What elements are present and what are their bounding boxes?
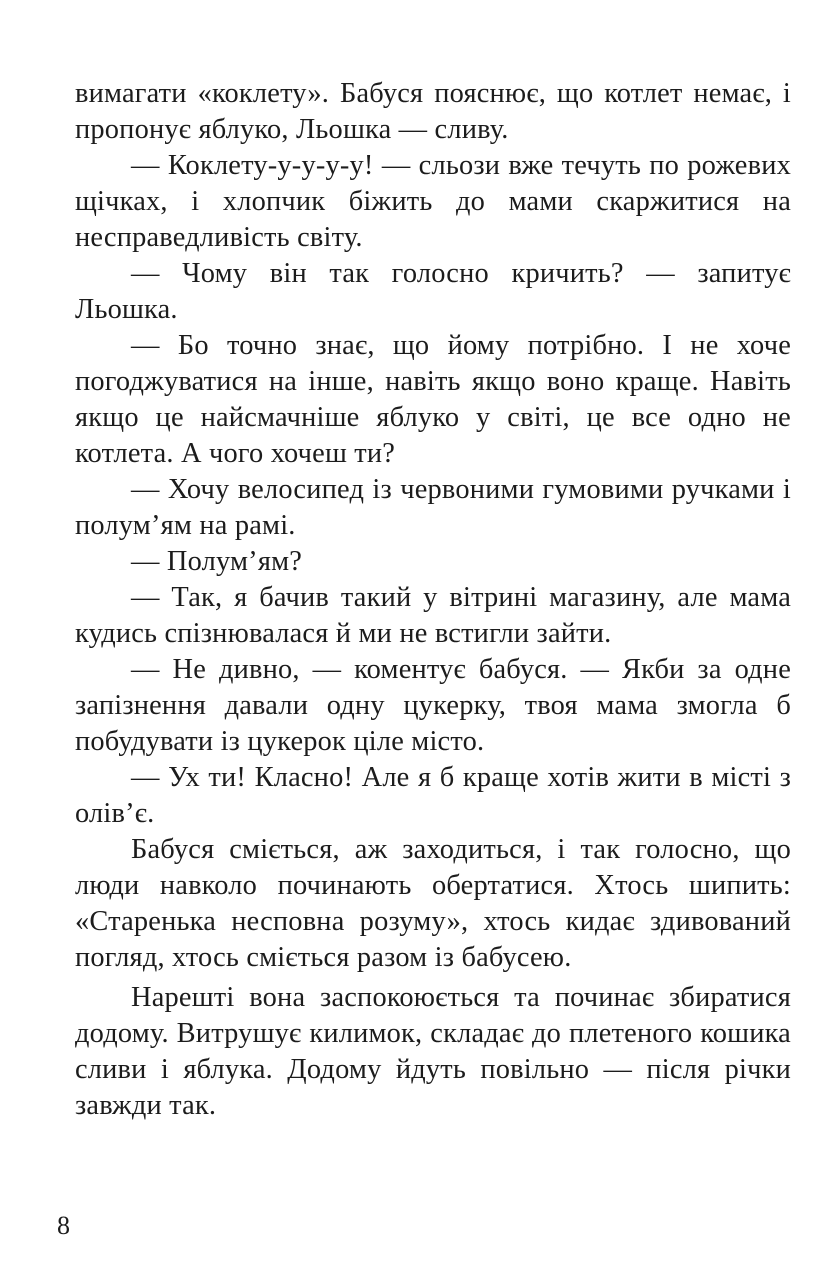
paragraph-10: Бабуся сміється, аж заходиться, і так голосно, що люди навколо починають обертатися. Хтось шипить: «Старенька несповна розуму», хтось кидає здивований погляд, хтось сміється разом із бабусею. (75, 834, 791, 973)
book-page-text (75, 76, 791, 1124)
paragraph-11: Нарешті вона заспокоюється та починає збиратися додому. Витрушує килимок, складає до плетеного кошика сливи і яблука. Додому йдуть повільно — після річки завжди так. (75, 982, 791, 1121)
paragraph-9: — Ух ти! Класно! Але я б краще хотів жити в місті з олів’є. (75, 762, 791, 829)
paragraph-2: — Коклету-у-у-у-у! — сльози вже течуть по рожевих щічках, і хлопчик біжить до мами скаржитися на несправедливість світу. (75, 150, 791, 253)
paragraph-8: — Не дивно, — коментує бабуся. — Якби за одне запізнення давали одну цукерку, твоя мама змогла б побудувати із цукерок ціле місто. (75, 654, 791, 757)
paragraph-1: вимагати «коклету». Бабуся пояснює, що котлет немає, і пропонує яблуко, Льошка — сливу. (75, 78, 791, 145)
paragraph-3: — Чому він так голосно кричить? — запитує Льошка. (75, 258, 791, 325)
paragraph-6: — Полум’ям? (131, 546, 303, 577)
paragraph-4: — Бо точно знає, що йому потрібно. І не хоче погоджуватися на інше, навіть якщо воно краще. Навіть якщо це найсмачніше яблуко у світі, це все одно не котлета. А чого хочеш ти? (75, 330, 791, 469)
paragraph-5: — Хочу велосипед із червоними гумовими ручками і полум’ям на рамі. (75, 474, 791, 541)
paragraph-7: — Так, я бачив такий у вітрині магазину, але мама кудись спізнювалася й ми не встигли зайти. (75, 582, 791, 649)
page-number: 8 (57, 1211, 70, 1240)
